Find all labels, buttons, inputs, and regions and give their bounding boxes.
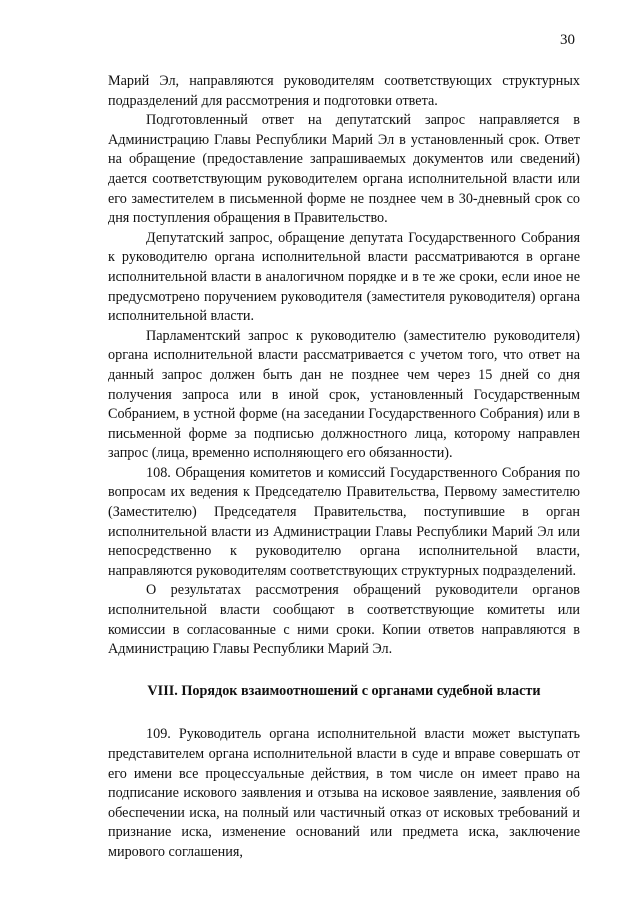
paragraph: О результатах рассмотрения обращений руководители органов исполнительной власти сообщают в соответствующие комитеты или комиссии в согласованные с ними сроки. Копии ответов направляются в Администрацию Главы Республики Марий Эл. bbox=[108, 582, 580, 658]
paragraph-item-108: 108. Обращения комитетов и комиссий Государственного Собрания по вопросам их ведения к Председателю Правительства, Первому заместителю (Заместителю) Председателя Правительства, поступившие в орган исполнительной власти из Администрации Главы Республики Марий Эл или непосредственно к руководителю органа исполнительной власти, направляются руководителям соответствующих структурных подразделений. bbox=[108, 464, 580, 579]
paragraph: Депутатский запрос, обращение депутата Государственного Собрания к руководителю органа исполнительной власти рассматриваются в органе исполнительной власти в аналогичном порядке и в те же сроки, если иное не предусмотрено поручением руководителя (заместителя руководителя) органа исполнительной власти. bbox=[108, 229, 580, 325]
paragraph: Подготовленный ответ на депутатский запрос направляется в Администрацию Главы Республики Марий Эл в установленный срок. Ответ на обращение (предоставление запрашиваемых документов или сведений) дается соответствующим руководителем органа исполнительной власти или его заместителем в письменной форме не позднее чем в 30-дневный срок со дня поступления обращения в Правительство. bbox=[108, 112, 580, 227]
paragraph: Марий Эл, направляются руководителям соответствующих структурных подразделений для рассмотрения и подготовки ответа. bbox=[108, 73, 580, 109]
paragraph: Парламентский запрос к руководителю (заместителю руководителя) органа исполнительной власти рассматривается с учетом того, что ответ на данный запрос должен быть дан не позднее чем через 15 дней со дня получения запроса или в иной срок, установленный Государственным Собранием, в устной форме (на заседании Государственного Собрания) или в письменной форме за подписью должностного лица, которому направлен запрос (лица, временно исполняющего его обязанности). bbox=[108, 327, 580, 462]
page-number: 30 bbox=[560, 32, 575, 48]
document-body bbox=[108, 72, 580, 863]
paragraph-item-109: 109. Руководитель органа исполнительной власти может выступать представителем органа исполнительной власти в суде и вправе совершать от его имени все процессуальные действия, в том числе он имеет право на подписание искового заявления и отзыва на исковое заявление, заявления об обеспечении иска, на полный или частичный отказ от исковых требований и признание иска, изменение оснований или предмета иска, заключение мирового соглашения, bbox=[108, 726, 580, 860]
section-heading: VIII. Порядок взаимоотношений с органами судебной власти bbox=[147, 682, 541, 699]
